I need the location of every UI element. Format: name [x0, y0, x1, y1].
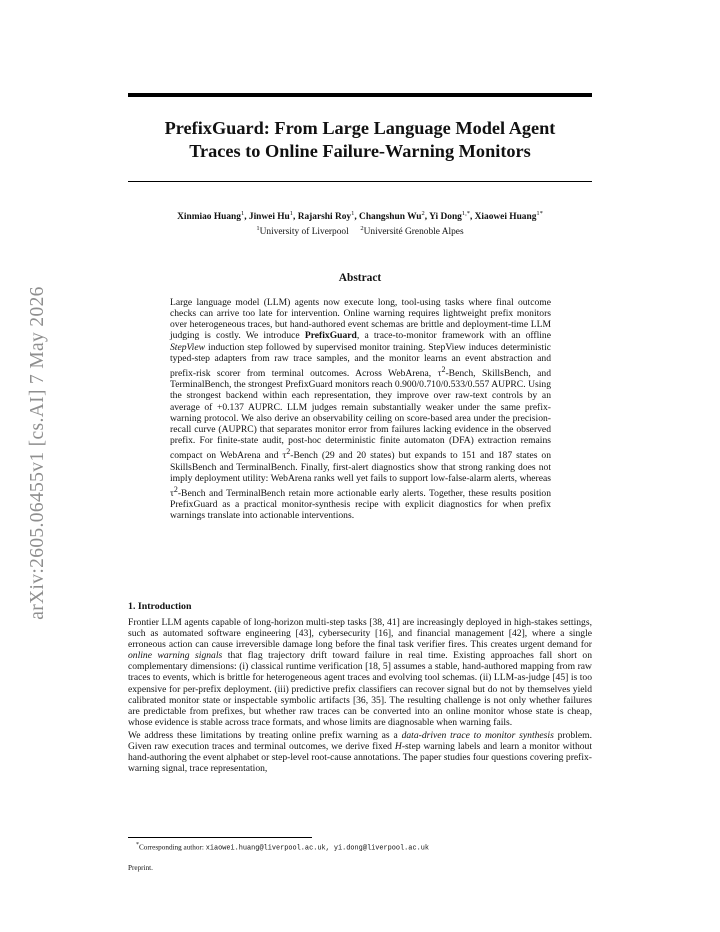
stepview-term: StepView	[170, 341, 205, 353]
abstract-text: , a trace-to-monitor framework with an offline	[356, 330, 551, 342]
author-name: Xiaowei Huang	[474, 212, 537, 223]
abstract-text: -Bench, SkillsBench, and TerminalBench, the strongest PrefixGuard monitors reach 0.900/0.710/0.533/0.557 AUPRC. Using the strongest backend within each representation, they improve over raw-text controls by an average of +0.137 AUPRC. LLM judges remain substantially weaker under the same prefix-warning protocol. We also derive an observability ceiling on score-based area under the precision-recall curve (AUPRC) that separates monitor error from failures lacking evidence in the observed prefix. For finite-state audit, post-hoc deterministic finite automaton (DFA) extraction remains compact on WebArena and τ	[170, 368, 551, 462]
arxiv-id-text: arXiv:2605.06455v1 [cs.AI] 7 May 2026	[27, 286, 48, 620]
intro-text: problem. Given raw execution traces and terminal outcomes, we derive fixed	[128, 729, 593, 753]
preprint-note: Preprint.	[128, 864, 153, 872]
author-name: Rajarshi Roy	[297, 212, 352, 223]
affiliations	[100, 223, 620, 238]
footnote-marker: *	[136, 842, 139, 848]
section-heading-introduction: 1. Introduction	[128, 601, 192, 612]
intro-text: -step warning labels and learn a monitor without hand-authoring the event alphabet or step-level root-cause annotations. The paper studies four questions covering prefix-warning signal, trace representation,	[128, 741, 593, 775]
title-line-1: PrefixGuard: From Large Language Model Agent	[164, 118, 556, 138]
abstract-heading: Abstract	[338, 272, 382, 284]
title-top-rule	[128, 93, 592, 97]
author-names: Xinmiao Huang$^1$, Jinwei Hu$^1$, Rajarshi Roy$^1$, Changshun Wu$^2$, Yi Dong$^{1,*}$, Xiaowei Huang$^{1*}$	[177, 210, 543, 223]
author-name: Jinwei Hu	[248, 212, 290, 223]
abstract-paragraph	[170, 297, 551, 522]
author-name: Xinmiao Huang	[177, 212, 241, 223]
tau-superscript: 2	[441, 364, 446, 374]
intro-paragraph	[128, 730, 592, 774]
intro-text: Frontier LLM agents capable of long-horizon multi-step tasks [38, 41] are increasingly deployed in high-stakes settings, such as automated software engineering [43], cybersecurity [16], and financial management [42], where a single erroneous action can cause irreversible damage long before the final task verifier fires. This creates urgent demand for	[128, 617, 592, 651]
abstract-body	[170, 297, 551, 522]
system-name: PrefixGuard	[304, 330, 357, 342]
author-name: Changshun Wu	[359, 212, 422, 223]
intro-text: that flag trajectory drift toward failure in real time. Existing approaches fall short on complementary dimensions: (i) classical runtime verification [18, 5] assumes a stable, hand-authored mapping from raw traces to events, which is brittle for heterogeneous agent traces and evolving tool schemas. (ii) LLM-as-judge [45] is too expensive for per-prefix deployment. (iii) predictive prefix classifiers can recover signal but do not by themselves yield calibrated monitor state or inspectable symbolic artifacts [36, 35]. The resulting challenge is not only whether failures are predictable from prefixes, but whether raw traces can be converted into an online monitor whose state is cheap, whose evidence is stable across trace formats, and whose limits are diagnosable when warning fails.	[128, 650, 592, 728]
corresponding-author-footnote	[136, 841, 429, 853]
affiliation-sup: 2	[360, 225, 364, 233]
tau-superscript: 2	[173, 484, 178, 494]
horizon-symbol: H	[394, 741, 402, 753]
abstract-text: Large language model (LLM) agents now execute long, tool-using tasks where final outcome checks can arrive too late for intervention. Online warning requires lightweight prefix monitors over heterogeneous traces, but hand-authored event schemas are brittle and deployment-time LLM judging is costly. We introduce	[170, 297, 551, 342]
author-block	[100, 208, 620, 238]
tau-superscript: 2	[286, 447, 291, 457]
footnote-rule	[128, 837, 312, 838]
author-sup: 1,*	[461, 210, 470, 217]
author-sup: 1	[351, 210, 355, 217]
arxiv-identifier-sidebar	[18, 0, 58, 932]
intro-paragraph	[128, 617, 592, 728]
intro-emphasis: data-driven trace to monitor synthesis	[401, 729, 554, 741]
abstract-text: -Bench (29 and 20 states) but expands to 151 and 187 states on SkillsBench and TerminalBench. Finally, first-alert diagnostics show that strong ranking does not imply deployment utility: WebArena ranks well yet fails to support low-false-alarm alerts, whereas τ	[170, 450, 551, 500]
author-sup: 1	[240, 210, 245, 217]
author-sup: 2	[421, 210, 425, 217]
author-sup: 1*	[536, 210, 543, 217]
introduction-body	[128, 617, 592, 774]
abstract-text: induction step followed by supervised monitor training. StepView induces deterministic typed-step adapters from raw trace samples, and the monitor learns an event abstraction and prefix-risk scorer from terminal outcomes. Across WebArena, τ	[170, 341, 551, 380]
intro-text: We address these limitations by treating online prefix warning as a	[128, 729, 402, 741]
author-name: Yi Dong	[429, 212, 462, 223]
affiliation-name: University of Liverpool	[259, 227, 349, 238]
footnote-label: Corresponding author:	[139, 843, 206, 852]
title-bottom-rule	[128, 181, 592, 182]
intro-emphasis: online warning signals	[128, 650, 223, 662]
author-sup: 1	[289, 210, 294, 217]
abstract-text: -Bench and TerminalBench retain more actionable early alerts. Together, these results position PrefixGuard as a practical monitor-synthesis recipe with explicit diagnostics for when prefix warnings translate into actionable interventions.	[170, 488, 551, 522]
affiliation-sup: 1	[256, 225, 260, 233]
paper-title	[128, 117, 592, 163]
affiliation-name: Université Grenoble Alpes	[363, 227, 464, 238]
footnote-emails[interactable]: xiaowei.huang@liverpool.ac.uk, yi.dong@liverpool.ac.uk	[205, 844, 429, 853]
title-line-2: Traces to Online Failure-Warning Monitors	[189, 141, 531, 161]
